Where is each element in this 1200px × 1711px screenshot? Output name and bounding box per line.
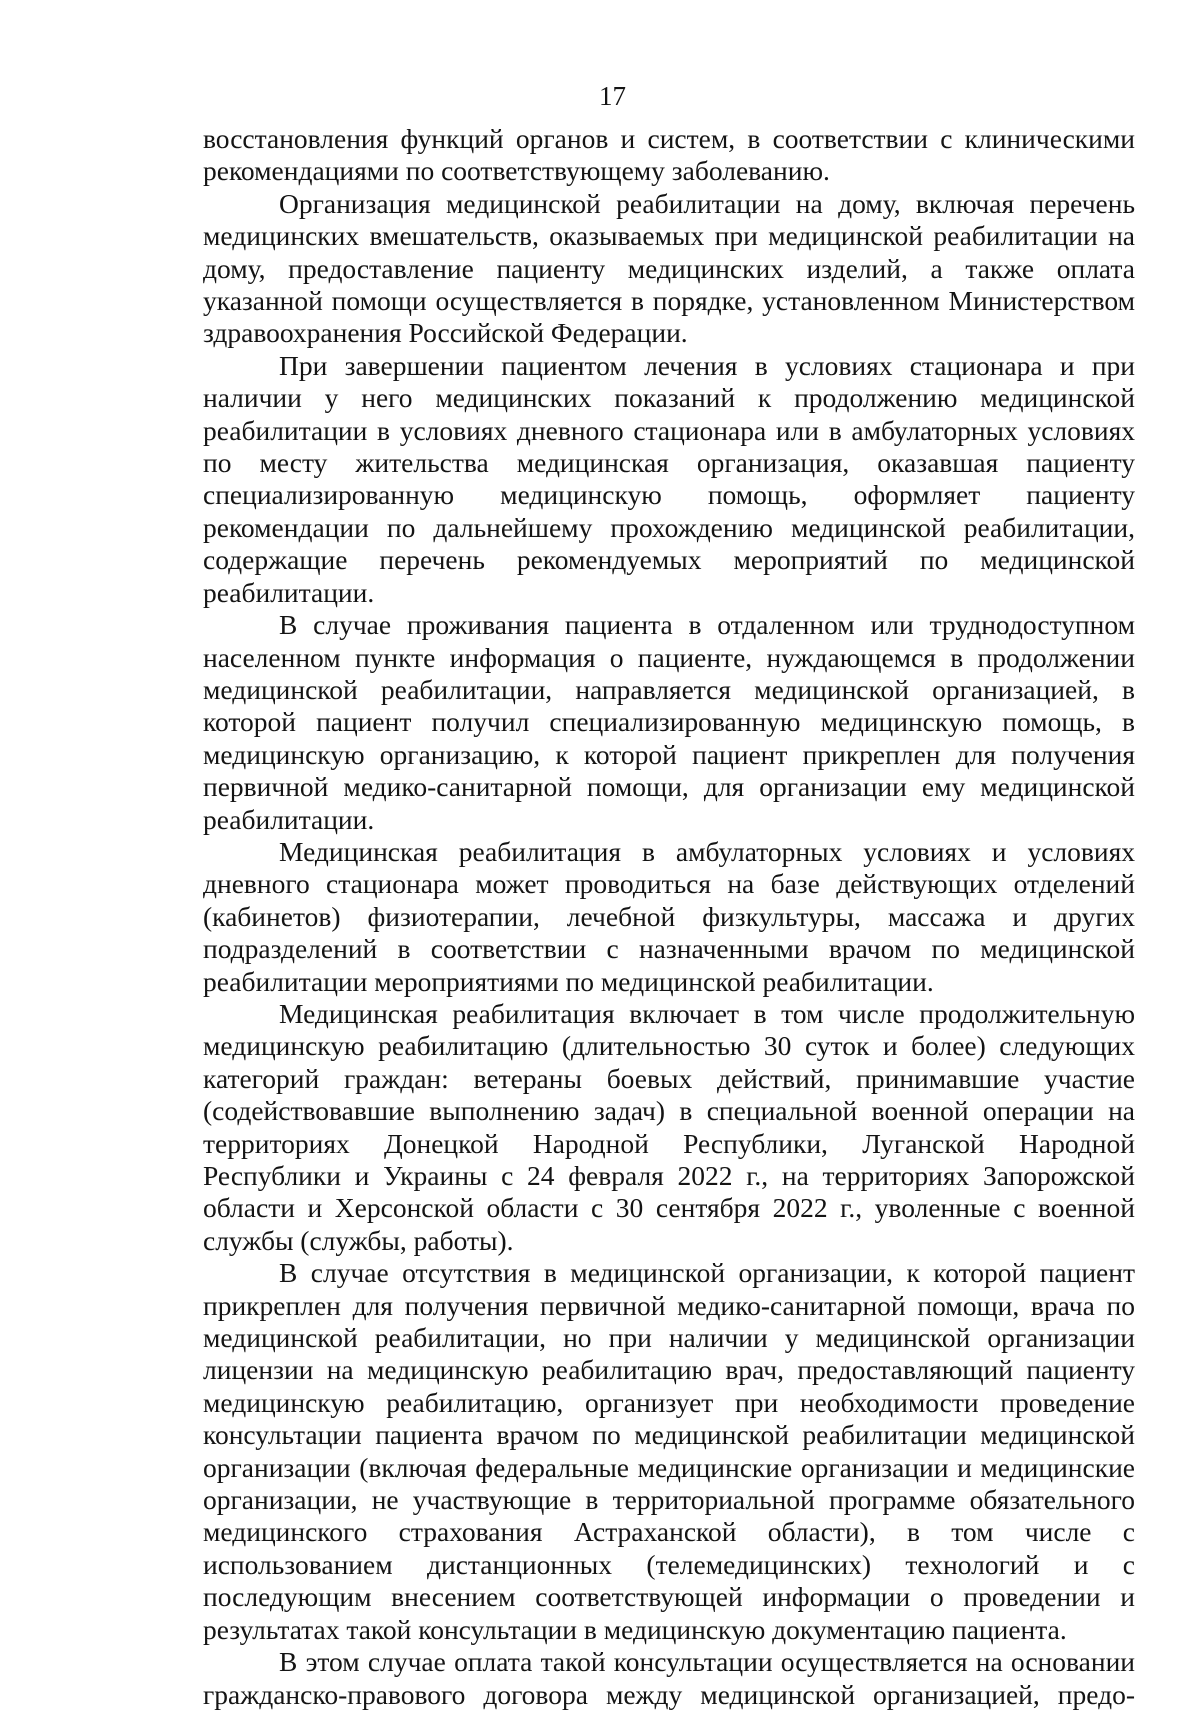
page-number: 17 (599, 81, 626, 111)
paragraph-home-rehabilitation: Организация медицинской реабилитации на дому, включая перечень медицинских вмешательств, оказываемых при медицинской реабилитации на дому, предоставление пациенту медицинских изделий, а также оплата указанной помощи осуществляется в порядке, установленном Министерством здравоохранения Российской Федерации. (203, 187, 1135, 349)
paragraph-outpatient-rehabilitation: Медицинская реабилитация в амбулаторных условиях и условиях дневного стационара может проводиться на базе действующих отделений (кабинетов) физиотерапии, лечебной физкультуры, массажа и других подразделений в соответствии с назначенными врачом по медицинской реабилитации мероприятиями по медицинской реабилитации. (203, 835, 1135, 997)
paragraph-consultation: В случае отсутствия в медицинской организации, к которой пациент прикреплен для получения первичной медико-санитарной помощи, врача по медицинской реабилитации, но при наличии у медицинской организации лицензии на медицинскую реабилитацию врач, предоставляющий пациенту медицинскую реабилитацию, организует при необходимости проведение консультации пациента врачом по медицинской реабилитации медицинской организации (включая федеральные медицинские организации и медицинские организации, не участвующие в территориальной программе обязательного медицинского страхования Астраханской области), в том числе с использованием дистанционных (телемедицинских) технологий и с последующим внесением соответствующей информации о проведении и результатах такой консультации в медицинскую документацию пациента. (203, 1257, 1135, 1645)
paragraph-remote-settlement: В случае проживания пациента в отдаленном или труднодоступном населенном пункте информация о пациенте, нуждающемся в продолжении медицинской реабилитации, направляется медицинской организацией, в которой пациент получил специализированную медицинскую помощь, в медицинскую организацию, к которой пациент прикреплен для получения первичной медико-санитарной помощи, для организации ему медицинской реабилитации. (203, 609, 1135, 835)
paragraph-consultation-payment: В этом случае оплата такой консультации осуществляется на основании гражданско-правового договора между медицинской организацией, предо- (203, 1646, 1135, 1710)
paragraph-long-term-rehabilitation: Медицинская реабилитация включает в том числе продолжительную медицинскую реабилитацию (длительностью 30 суток и более) следующих категорий граждан: ветераны боевых действий, принимавшие участие (содействовавшие выполнению задач) в специальной военной операции на территориях Донецкой Народной Республики, Луганской Народной Республики и Украины с 24 февраля 2022 г., на территориях Запорожской области и Херсонской области с 30 сентября 2022 г., уволенные с военной службы (службы, работы). (203, 997, 1135, 1256)
paragraph-discharge-recommendations: При завершении пациентом лечения в условиях стационара и при наличии у него медицинских показаний к продолжению медицинской реабилитации в условиях дневного стационара или в амбулаторных условиях по месту жительства медицинская организация, оказавшая пациенту специализированную медицинскую помощь, оформляет пациенту рекомендации по дальнейшему прохождению медицинской реабилитации, содержащие перечень рекомендуемых мероприятий по медицинской реабилитации. (203, 349, 1135, 608)
document-body (203, 123, 1135, 1711)
paragraph-continuation: восстановления функций органов и систем, в соответствии с клиническими рекомендациями по соответствующему заболеванию. (203, 123, 1135, 187)
